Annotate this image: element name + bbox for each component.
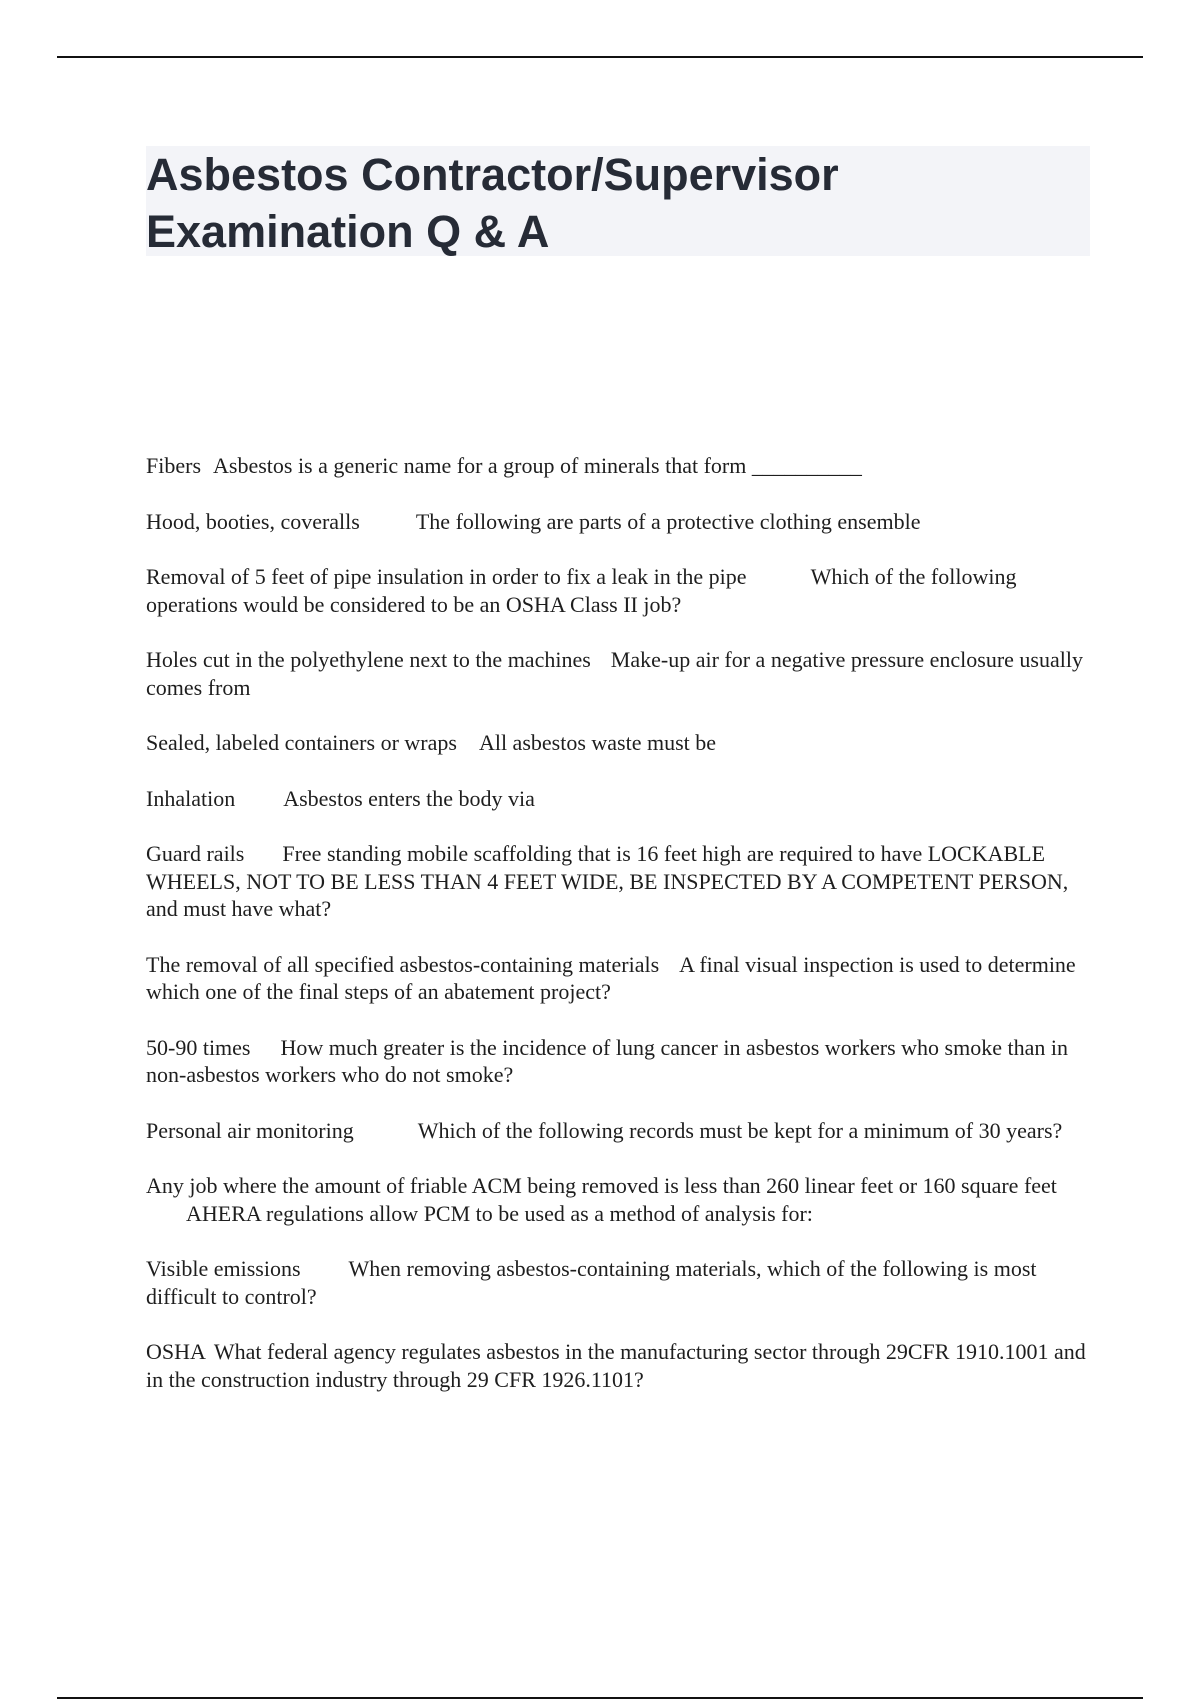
qa-item — [146, 1255, 1090, 1310]
top-divider — [57, 56, 1143, 58]
bottom-divider — [57, 1697, 1143, 1699]
qa-question: AHERA regulations allow PCM to be used as a method of analysis for: — [186, 1200, 813, 1226]
qa-item — [146, 508, 1090, 536]
qa-question: Asbestos enters the body via — [283, 785, 535, 811]
qa-item — [146, 1034, 1090, 1089]
qa-item — [146, 452, 1090, 480]
qa-item — [146, 1338, 1090, 1393]
qa-item — [146, 840, 1090, 923]
qa-question: Free standing mobile scaffolding that is 16 feet high are required to have LOCKABLE WHEELS, NOT TO BE LESS THAN 4 FEET WIDE, BE INSPECTED BY A COMPETENT PERSON, and must have what? — [146, 841, 1069, 921]
qa-item — [146, 1172, 1090, 1227]
qa-item — [146, 563, 1090, 618]
qa-question: A final visual inspection is used to determine which one of the final steps of an abatement project? — [146, 951, 1076, 1004]
qa-item — [146, 785, 1090, 813]
qa-answer: Removal of 5 feet of pipe insulation in order to fix a leak in the pipe — [146, 564, 747, 589]
qa-answer: 50-90 times — [146, 1034, 251, 1060]
qa-item — [146, 646, 1090, 701]
qa-answer: Guard rails — [146, 841, 245, 866]
qa-question: What federal agency regulates asbestos in the manufacturing sector through 29CFR 1910.1001 and in the construction industry through 29 CFR 1926.1101? — [146, 1339, 1086, 1392]
qa-question: How much greater is the incidence of lung cancer in asbestos workers who smoke than in non-asbestos workers who do not smoke? — [146, 1034, 1068, 1087]
qa-item — [146, 951, 1090, 1006]
qa-question: The following are parts of a protective clothing ensemble — [415, 508, 921, 534]
qa-answer: OSHA — [146, 1339, 206, 1364]
qa-answer: Fibers — [146, 453, 201, 478]
qa-item — [146, 729, 1090, 757]
qa-answer: The removal of all specified asbestos-containing materials — [146, 951, 660, 977]
qa-question: Which of the following records must be kept for a minimum of 30 years? — [417, 1117, 1063, 1143]
qa-question: All asbestos waste must be — [478, 730, 717, 755]
qa-item — [146, 1117, 1090, 1145]
qa-answer: Any job where the amount of friable ACM being removed is less than 260 linear feet or 160 square feet — [146, 1173, 1057, 1198]
qa-question: Make-up air for a negative pressure enclosure usually comes from — [146, 647, 1083, 700]
qa-answer: Sealed, labeled containers or wraps — [146, 730, 457, 755]
title-banner — [146, 146, 1090, 256]
qa-list — [146, 452, 1090, 1421]
qa-question: When removing asbestos-containing materials, which of the following is most difficult to control? — [146, 1256, 1037, 1309]
qa-question: Which of the following operations would be considered to be an OSHA Class II job? — [146, 564, 1017, 617]
qa-answer: Inhalation — [146, 785, 236, 811]
qa-answer: Personal air monitoring — [146, 1117, 354, 1143]
qa-answer: Holes cut in the polyethylene next to the machines — [146, 647, 591, 672]
page-title: Asbestos Contractor/Supervisor Examination Q & A — [146, 149, 839, 257]
qa-question: Asbestos is a generic name for a group of minerals that form __________ — [213, 453, 862, 478]
qa-answer: Visible emissions — [146, 1256, 301, 1281]
qa-answer: Hood, booties, coveralls — [146, 508, 360, 534]
